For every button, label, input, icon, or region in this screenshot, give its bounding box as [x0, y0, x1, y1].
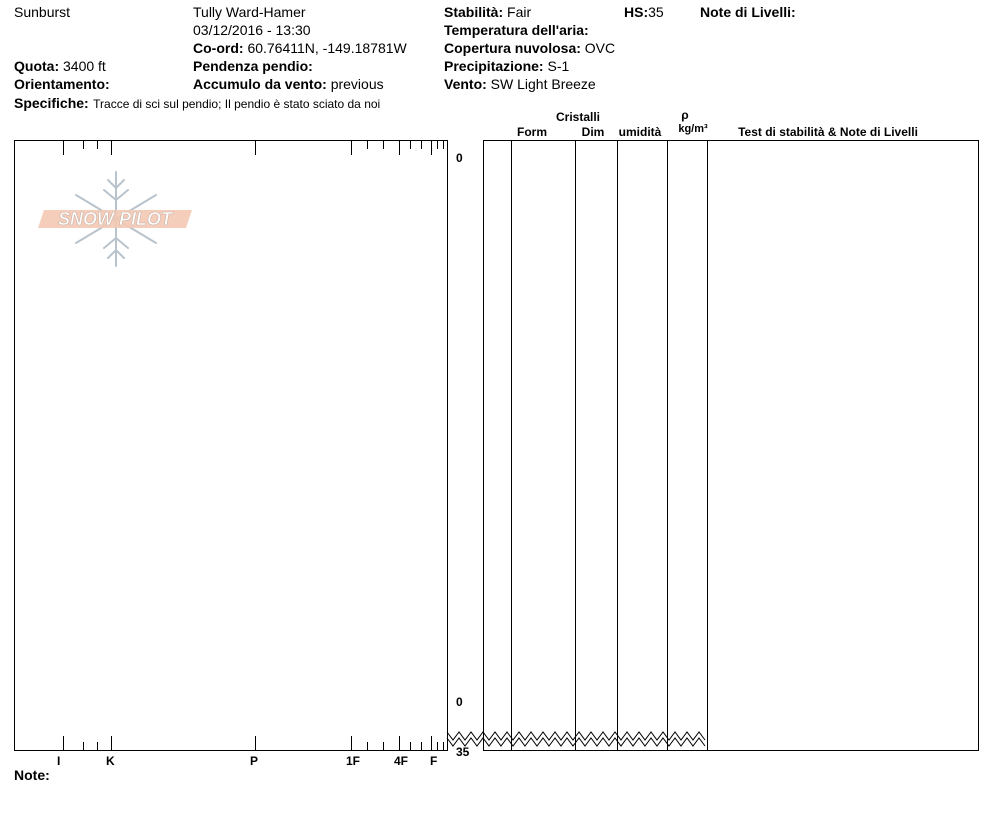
cloud-cover-label: Copertura nuvolosa: — [444, 40, 581, 56]
elevation-label: Quota: — [14, 58, 60, 74]
dim-column-header: Dim — [581, 125, 605, 139]
hardness-label-4f: 4F — [394, 754, 409, 768]
hardness-top-ticks — [64, 140, 444, 155]
layer-table-frame — [484, 141, 979, 751]
crystals-group-header: Cristalli — [555, 110, 600, 124]
hardness-label-p: P — [250, 754, 259, 768]
hardness-label-1f: 1F — [346, 754, 361, 768]
elevation-value: 3400 ft — [63, 58, 106, 74]
aspect-label: Orientamento: — [14, 76, 110, 92]
air-temp-label: Temperatura dell'aria: — [444, 22, 589, 38]
specifics-value: Tracce di sci sul pendio; Il pendio è stato sciato da noi — [93, 97, 381, 111]
density-unit-header: kg/m³ — [678, 123, 708, 135]
depth-label-top: 0 — [456, 151, 463, 165]
hardness-label-k: K — [106, 754, 115, 768]
coord-label: Co-ord: — [193, 40, 244, 56]
observer-name: Tully Ward-Hamer — [193, 4, 306, 20]
layer-notes-label: Note di Livelli: — [700, 4, 796, 20]
stability-tests-column-header: Test di stabilità & Note di Livelli — [738, 125, 918, 139]
stability-label: Stabilità: — [444, 4, 504, 20]
hs-label: HS: — [624, 4, 649, 20]
coord-value: 60.76411N, -149.18781W — [247, 40, 407, 56]
wind-value: SW Light Breeze — [490, 76, 596, 92]
moisture-column-header: umidità — [618, 125, 662, 139]
hardness-profile-frame — [15, 141, 448, 751]
specifics-label: Specifiche: — [14, 95, 89, 111]
stability-value: Fair — [507, 4, 532, 20]
depth-label-lower: 0 — [456, 695, 463, 709]
hs-value: 35 — [648, 4, 664, 20]
logo-text: SNOW PILOT — [58, 209, 172, 229]
cloud-cover-value: OVC — [584, 40, 616, 56]
depth-label-bottom: 35 — [456, 745, 470, 759]
density-symbol: ρ — [681, 108, 689, 122]
slope-label: Pendenza pendio: — [193, 58, 313, 74]
precip-label: Precipitazione: — [444, 58, 544, 74]
wind-loading-label: Accumulo da vento: — [193, 76, 327, 92]
form-column-header: Form — [517, 125, 547, 139]
observation-datetime: 03/12/2016 - 13:30 — [193, 22, 311, 38]
site-name: Sunburst — [14, 4, 71, 20]
wind-label: Vento: — [444, 76, 487, 92]
wind-loading-value: previous — [330, 76, 384, 92]
note-label: Note: — [14, 767, 50, 783]
hardness-label-i: I — [57, 754, 61, 768]
hardness-bottom-ticks — [64, 736, 444, 751]
hardness-label-f: F — [430, 754, 438, 768]
precip-value: S-1 — [547, 58, 570, 74]
